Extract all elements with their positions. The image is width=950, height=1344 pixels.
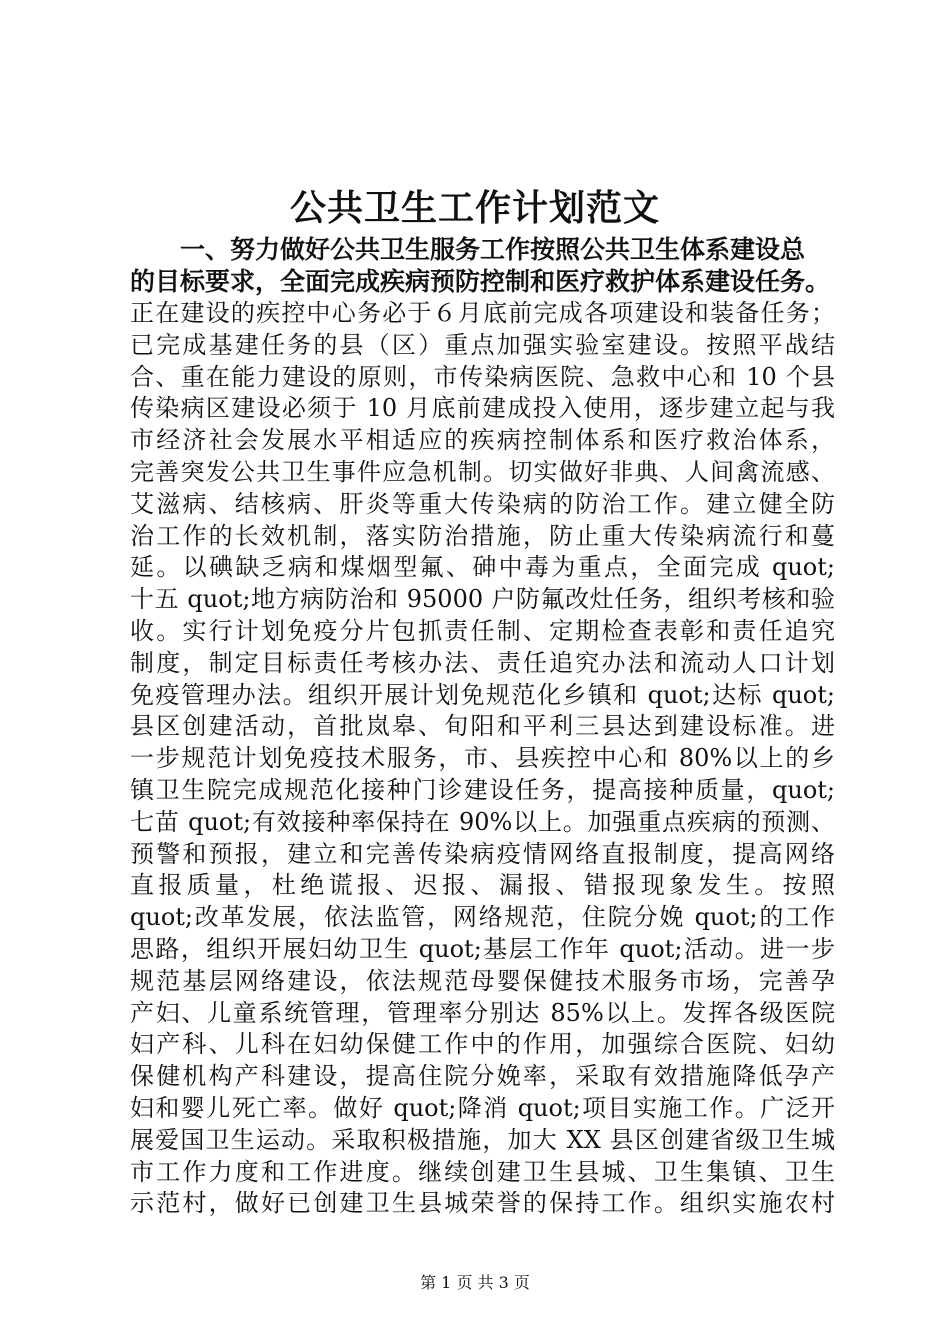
body-line: 展爱国卫生运动。采取积极措施，加大 XX 县区创建省级卫生城: [130, 1125, 835, 1154]
document-title: 公共卫生工作计划范文: [289, 187, 660, 229]
body-line: 直报质量，杜绝谎报、迟报、漏报、错报现象发生。按照: [130, 871, 835, 900]
body-line: 七苗 quot;有效接种率保持在 90%以上。加强重点疾病的预测、: [130, 807, 835, 836]
body-line: 思路，组织开展妇幼卫生 quot;基层工作年 quot;活动。进一步: [130, 934, 835, 963]
body-line: 预警和预报，建立和完善传染病疫情网络直报制度，提高网络: [130, 839, 835, 868]
body-line: 已完成基建任务的县（区）重点加强实验室建设。按照平战结: [130, 330, 835, 359]
lead-line: 的目标要求，全面完成疾病预防控制和医疗救护体系建设任务。: [130, 267, 831, 296]
body-line: 艾滋病、结核病、肝炎等重大传染病的防治工作。建立健全防: [130, 489, 835, 518]
body-line: 免疫管理办法。组织开展计划免规范化乡镇和 quot;达标 quot;: [130, 680, 835, 709]
body-line: 正在建设的疾控中心务必于６月底前完成各项建设和装备任务；: [130, 299, 835, 327]
body-line: 完善突发公共卫生事件应急机制。切实做好非典、人间禽流感、: [130, 457, 835, 486]
body-line: quot;改革发展，依法监管，网络规范，住院分娩 quot;的工作: [130, 903, 835, 932]
body-line: 示范村，做好已创建卫生县城荣誉的保持工作。组织实施农村: [130, 1189, 835, 1218]
body-line: 收。实行计划免疫分片包抓责任制、定期检查表彰和责任追究: [130, 616, 835, 645]
body-line: 市工作力度和工作进度。继续创建卫生县城、卫生集镇、卫生: [130, 1157, 835, 1186]
body-line: 合、重在能力建设的原则，市传染病医院、急救中心和 10 个县: [130, 362, 835, 391]
body-line: 规范基层网络建设，依法规范母婴保健技术服务市场，完善孕: [130, 966, 835, 995]
body-line: 镇卫生院完成规范化接种门诊建设任务，提高接种质量，quot;: [130, 775, 835, 804]
body-line: 保健机构产科建设，提高住院分娩率，采取有效措施降低孕产: [130, 1062, 835, 1091]
page-footer: 第 1 页 共 3 页: [420, 1273, 530, 1292]
body-line: 十五 quot;地方病防治和 95000 户防氟改灶任务，组织考核和验: [130, 585, 835, 614]
lead-paragraph: [130, 234, 835, 298]
lead-line: 一、努力做好公共卫生服务工作按照公共卫生体系建设总: [180, 235, 806, 264]
body-line: 制度，制定目标责任考核办法、责任追究办法和流动人口计划: [130, 648, 835, 677]
body-line: 妇产科、儿科在妇幼保健工作中的作用，加强综合医院、妇幼: [130, 1030, 835, 1059]
body-line: 延。以碘缺乏病和煤烟型氟、砷中毒为重点，全面完成 quot;: [130, 553, 835, 582]
body-line: 一步规范计划免疫技术服务，市、县疾控中心和 80%以上的乡: [130, 744, 835, 773]
body-line: 县区创建活动，首批岚皋、旬阳和平利三县达到建设标准。进: [130, 712, 835, 741]
body-line: 妇和婴儿死亡率。做好 quot;降消 quot;项目实施工作。广泛开: [130, 1093, 835, 1122]
body-line: 市经济社会发展水平相适应的疾病控制体系和医疗救治体系，: [130, 426, 835, 455]
body-line: 产妇、儿童系统管理，管理率分别达 85%以上。发挥各级医院: [130, 998, 835, 1027]
body-line: 传染病区建设必须于 10 月底前建成投入使用，逐步建立起与我: [130, 394, 835, 423]
body-line: 治工作的长效机制，落实防治措施，防止重大传染病流行和蔓: [130, 521, 835, 550]
body-paragraph: [130, 298, 835, 1220]
